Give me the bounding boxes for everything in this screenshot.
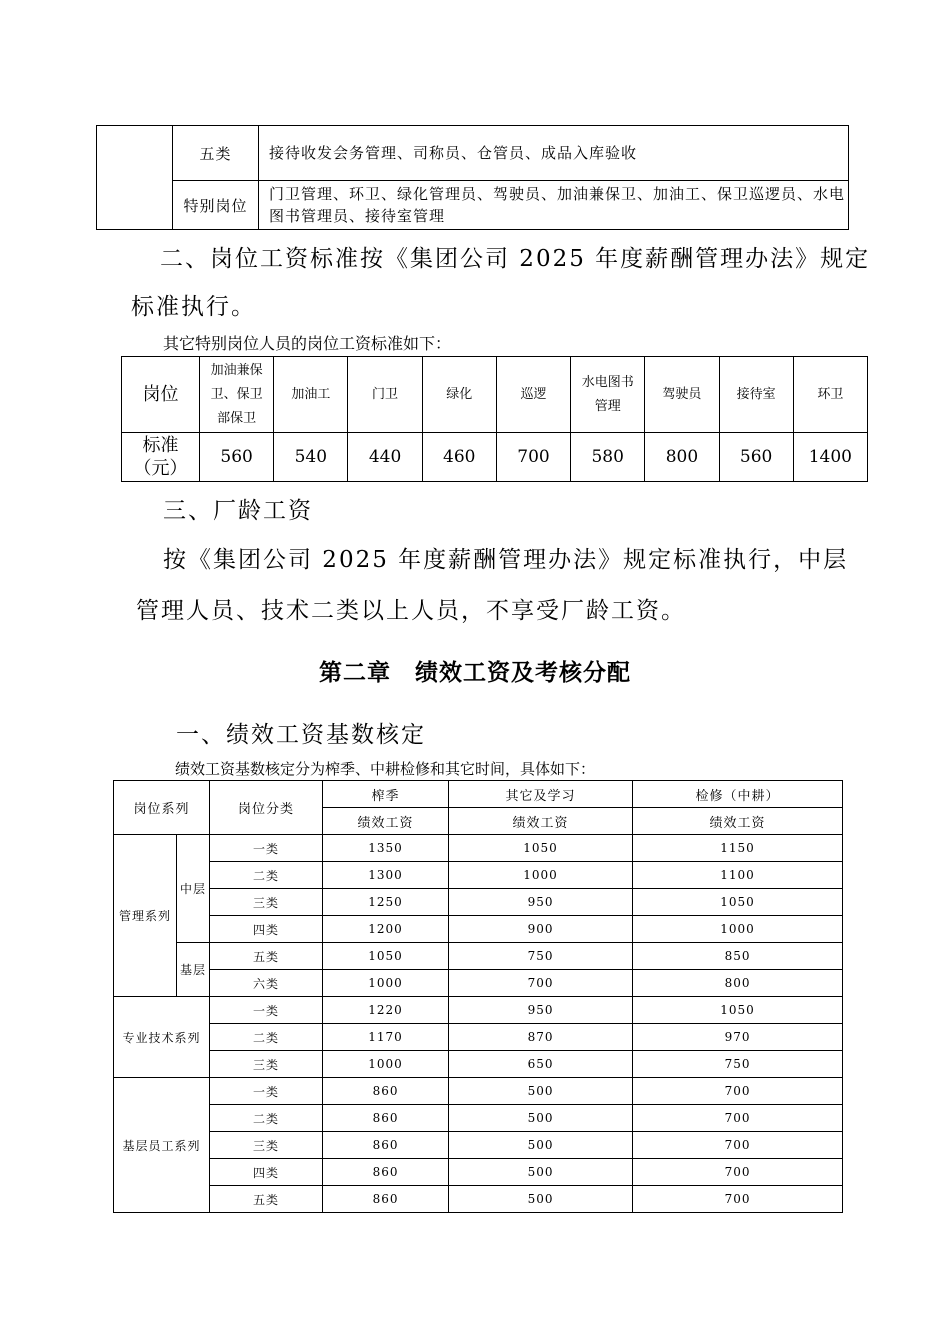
- post-header: 环卫: [793, 357, 867, 433]
- section2-note: 其它特别岗位人员的岗位工资标准如下：: [163, 334, 452, 353]
- table-row: [114, 916, 843, 943]
- table-row: [114, 1105, 843, 1132]
- wage-value: 560: [200, 433, 274, 482]
- table-row: [114, 1132, 843, 1159]
- value-cell: 500: [449, 1159, 633, 1186]
- class-cell: 五类: [210, 1186, 323, 1213]
- value-cell: 500: [449, 1132, 633, 1159]
- wage-value: 460: [422, 433, 496, 482]
- wage-value: 580: [571, 433, 645, 482]
- class-cell: 二类: [210, 1024, 323, 1051]
- header-perf: 绩效工资: [449, 808, 633, 835]
- table-row: [114, 1024, 843, 1051]
- class-cell: 二类: [210, 862, 323, 889]
- value-cell: 700: [633, 1186, 843, 1213]
- empty-series-cell: [97, 126, 173, 230]
- wage-value: 1400: [793, 433, 867, 482]
- header-line: 卫、保卫: [210, 386, 263, 402]
- value-cell: 1200: [323, 916, 449, 943]
- value-cell: 870: [449, 1024, 633, 1051]
- class-cell: 六类: [210, 970, 323, 997]
- description-cell: 门卫管理、环卫、绿化管理员、驾驶员、加油兼保卫、加油工、保卫巡逻员、水电图书管理员、接待室管理: [259, 181, 849, 230]
- value-cell: 970: [633, 1024, 843, 1051]
- header-other: 其它及学习: [449, 781, 633, 808]
- class-cell: 三类: [210, 889, 323, 916]
- header-series: 岗位系列: [114, 781, 210, 835]
- subgroup-base: 基层: [177, 943, 210, 997]
- header-line: 水电图书: [581, 374, 634, 390]
- value-cell: 1170: [323, 1024, 449, 1051]
- class-cell: 三类: [210, 1132, 323, 1159]
- post-header: 接待室: [719, 357, 793, 433]
- group-tech: 专业技术系列: [114, 997, 210, 1078]
- label-line: 标准: [142, 435, 179, 456]
- table-row: [114, 781, 843, 808]
- table-row: [114, 835, 843, 862]
- class-cell: 一类: [210, 1078, 323, 1105]
- table-row: [114, 997, 843, 1024]
- value-cell: 1000: [633, 916, 843, 943]
- wage-value: 560: [719, 433, 793, 482]
- group-staff: 基层员工系列: [114, 1078, 210, 1213]
- special-post-wage-table: [121, 356, 868, 482]
- value-cell: 1150: [633, 835, 843, 862]
- value-cell: 800: [633, 970, 843, 997]
- header-class: 岗位分类: [210, 781, 323, 835]
- value-cell: 1050: [323, 943, 449, 970]
- table-row: [114, 943, 843, 970]
- post-header: [571, 357, 645, 433]
- wage-value: 800: [645, 433, 719, 482]
- value-cell: 1050: [633, 889, 843, 916]
- description-cell: 接待收发会务管理、司称员、仓管员、成品入库验收: [259, 126, 849, 181]
- performance-wage-table: [113, 780, 843, 1213]
- table-row: [114, 889, 843, 916]
- value-cell: 1350: [323, 835, 449, 862]
- header-perf: 绩效工资: [323, 808, 449, 835]
- value-cell: 1050: [449, 835, 633, 862]
- section3-title: 三、厂龄工资: [163, 498, 313, 524]
- post-header: 驾驶员: [645, 357, 719, 433]
- category-cell: 五类: [173, 126, 259, 181]
- header-line: 加油兼保: [210, 362, 263, 378]
- value-cell: 500: [449, 1105, 633, 1132]
- table-row: [114, 970, 843, 997]
- header-perf: 绩效工资: [633, 808, 843, 835]
- value-cell: 1000: [323, 970, 449, 997]
- header-season: 榨季: [323, 781, 449, 808]
- table-row: [114, 1159, 843, 1186]
- table-row: [122, 357, 868, 433]
- perf-section-title: 一、绩效工资基数核定: [176, 722, 426, 748]
- header-repair: 检修（中耕）: [633, 781, 843, 808]
- post-header: 绿化: [422, 357, 496, 433]
- standard-label: [122, 433, 200, 482]
- value-cell: 900: [449, 916, 633, 943]
- post-header: [200, 357, 274, 433]
- section2-title-line2: 标准执行。: [131, 294, 256, 320]
- value-cell: 700: [633, 1105, 843, 1132]
- class-cell: 五类: [210, 943, 323, 970]
- post-label: 岗位: [122, 357, 200, 433]
- value-cell: 1300: [323, 862, 449, 889]
- value-cell: 860: [323, 1186, 449, 1213]
- value-cell: 1000: [323, 1051, 449, 1078]
- value-cell: 1050: [633, 997, 843, 1024]
- value-cell: 700: [449, 970, 633, 997]
- value-cell: 700: [633, 1078, 843, 1105]
- perf-section-note: 绩效工资基数核定分为榨季、中耕检修和其它时间，具体如下：: [175, 760, 596, 778]
- group-management: 管理系列: [114, 835, 177, 997]
- value-cell: 500: [449, 1186, 633, 1213]
- header-line: 管理: [594, 398, 621, 414]
- post-header: 巡逻: [496, 357, 570, 433]
- class-cell: 一类: [210, 997, 323, 1024]
- value-cell: 860: [323, 1132, 449, 1159]
- post-header: 门卫: [348, 357, 422, 433]
- class-cell: 四类: [210, 916, 323, 943]
- value-cell: 1100: [633, 862, 843, 889]
- table-row: [114, 862, 843, 889]
- section2-title-line1: 二、岗位工资标准按《集团公司 2025 年度薪酬管理办法》规定: [160, 246, 871, 272]
- value-cell: 860: [323, 1159, 449, 1186]
- value-cell: 1220: [323, 997, 449, 1024]
- table-row: [114, 1186, 843, 1213]
- value-cell: 700: [633, 1159, 843, 1186]
- value-cell: 850: [633, 943, 843, 970]
- value-cell: 700: [633, 1132, 843, 1159]
- post-category-table: [96, 125, 849, 230]
- class-cell: 二类: [210, 1105, 323, 1132]
- section3-para-line2: 管理人员、技术二类以上人员，不享受厂龄工资。: [136, 598, 686, 624]
- class-cell: 三类: [210, 1051, 323, 1078]
- post-header: 加油工: [274, 357, 348, 433]
- wage-value: 540: [274, 433, 348, 482]
- table-row: [122, 433, 868, 482]
- subgroup-middle: 中层: [177, 835, 210, 943]
- class-cell: 四类: [210, 1159, 323, 1186]
- value-cell: 500: [449, 1078, 633, 1105]
- value-cell: 650: [449, 1051, 633, 1078]
- value-cell: 860: [323, 1078, 449, 1105]
- value-cell: 750: [633, 1051, 843, 1078]
- section3-para-line1: 按《集团公司 2025 年度薪酬管理办法》规定标准执行，中层: [163, 547, 849, 573]
- value-cell: 750: [449, 943, 633, 970]
- class-cell: 一类: [210, 835, 323, 862]
- value-cell: 1000: [449, 862, 633, 889]
- wage-value: 440: [348, 433, 422, 482]
- label-line: （元）: [133, 458, 188, 479]
- value-cell: 950: [449, 889, 633, 916]
- category-cell: 特别岗位: [173, 181, 259, 230]
- value-cell: 950: [449, 997, 633, 1024]
- header-line: 部保卫: [217, 410, 257, 426]
- value-cell: 1250: [323, 889, 449, 916]
- table-row: [114, 1051, 843, 1078]
- chapter-title: 第二章 绩效工资及考核分配: [319, 660, 631, 686]
- wage-value: 700: [496, 433, 570, 482]
- table-row: [114, 1078, 843, 1105]
- value-cell: 860: [323, 1105, 449, 1132]
